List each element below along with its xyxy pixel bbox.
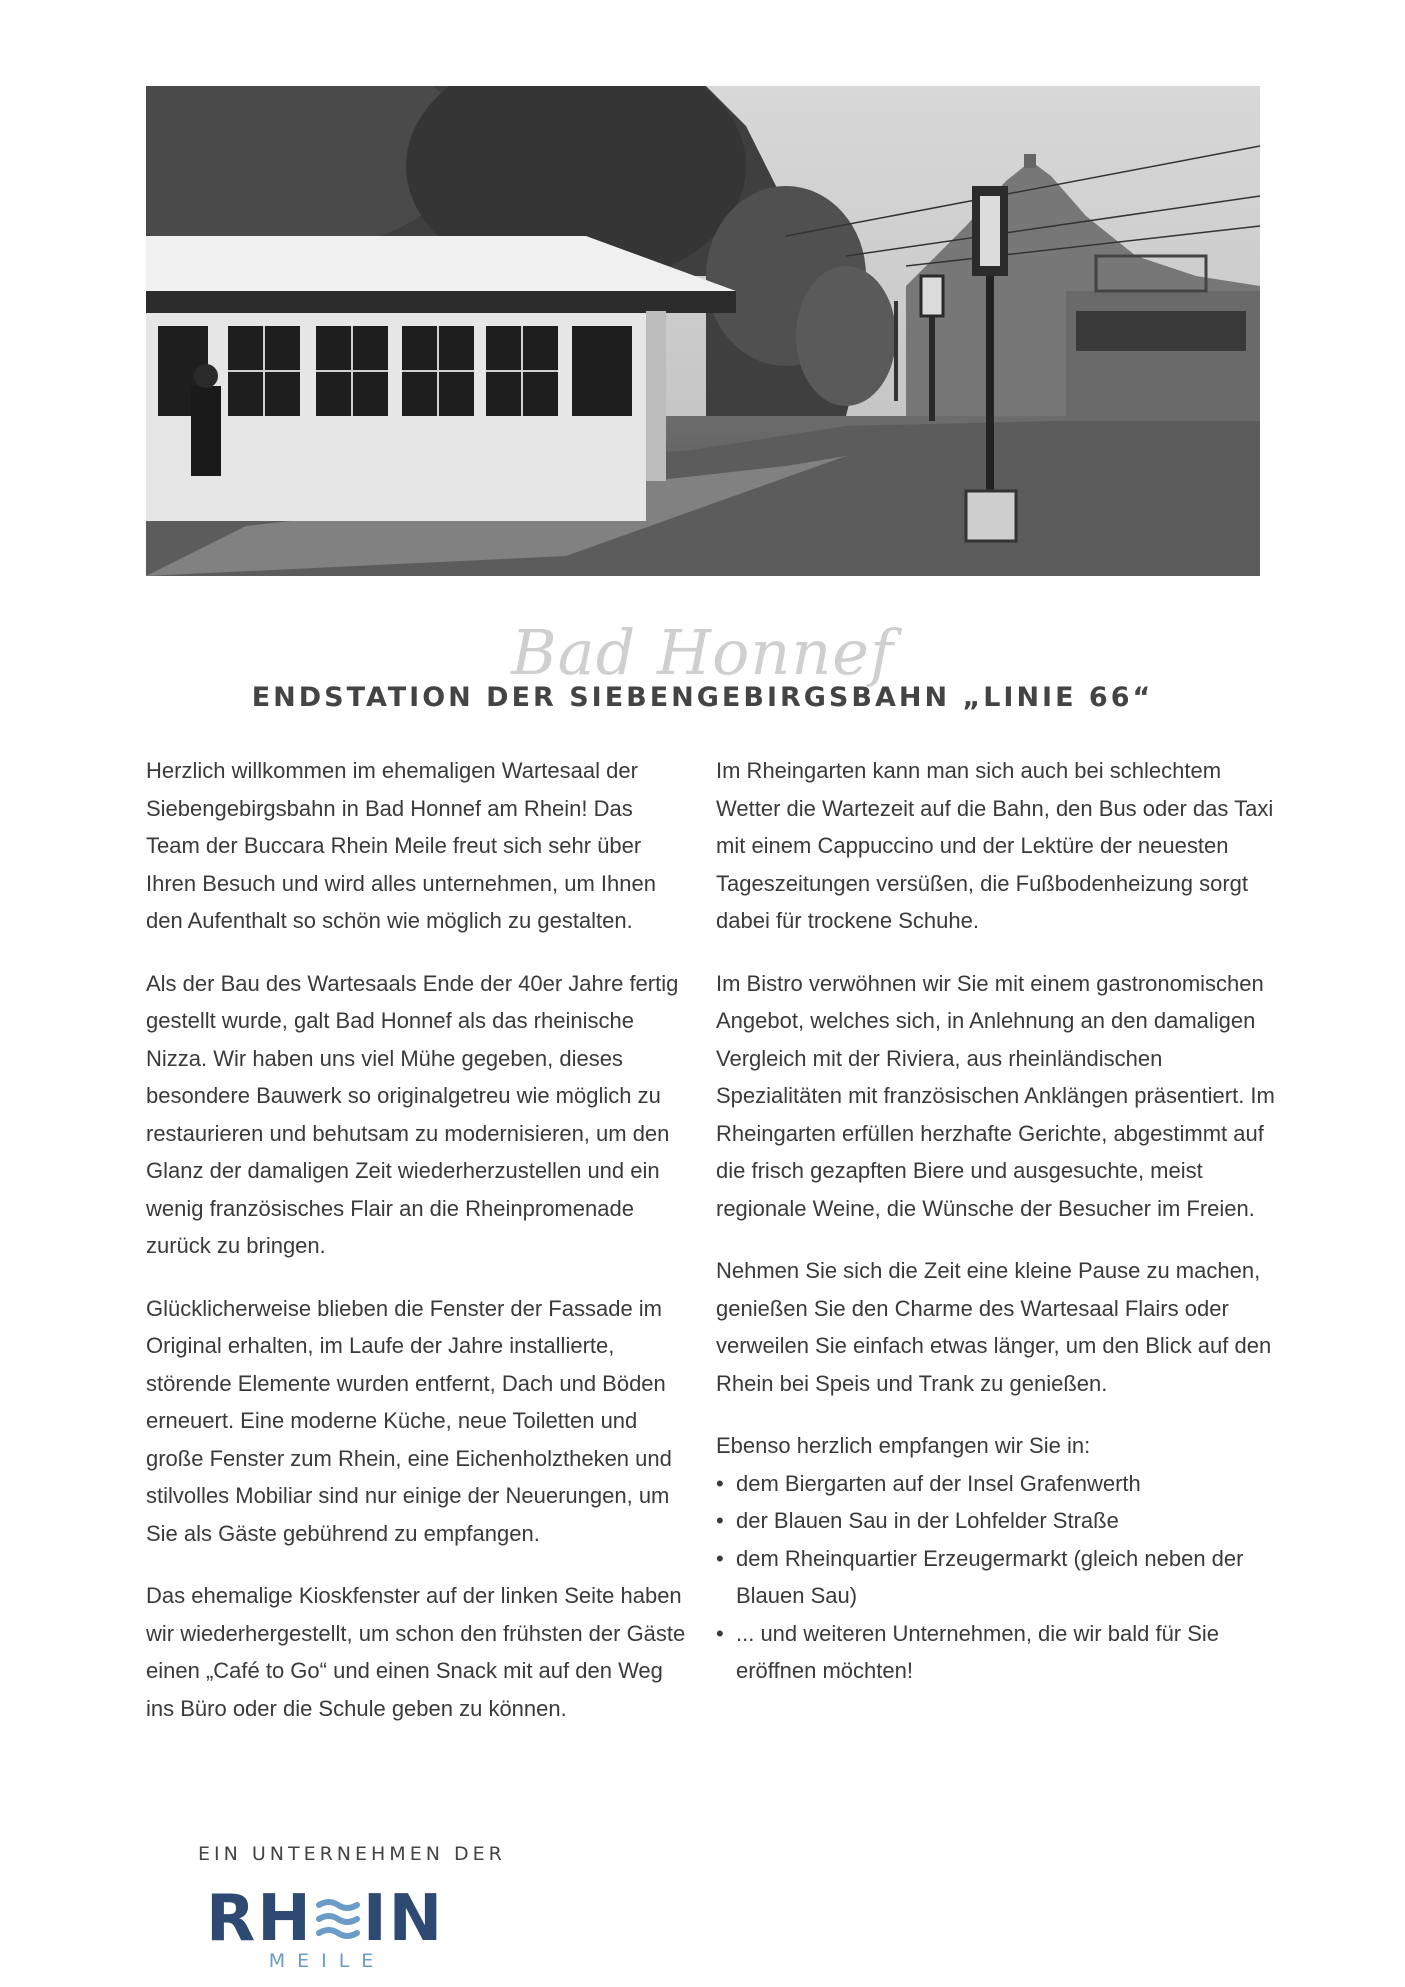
logo-subtitle: MEILE: [268, 1950, 386, 1972]
location-list: [716, 1465, 1276, 1690]
script-title: Bad Honnef: [511, 616, 894, 689]
list-intro: Ebenso herzlich empfangen wir Sie in:: [716, 1433, 1091, 1458]
list-item: • dem Rheinquartier Erzeugermarkt (gleich neben der Blauen Sau): [716, 1540, 1276, 1615]
company-label: EIN UNTERNEHMEN DER: [198, 1843, 506, 1865]
paragraph: Im Bistro verwöhnen wir Sie mit einem gastronomischen Angebot, welches sich, in Anlehnung an den damaligen Vergleich mit der Riviera, aus rheinländischen Spezialitäten mit französischen Anklängen präsentiert. Im Rheingarten erfüllen herzhafte Gerichte, abgestimmt auf die frisch gezapften Biere und ausgesuchte, meist regionale Weine, die Wünsche der Besucher im Freien.: [716, 970, 1275, 1221]
historic-photo: [146, 86, 1260, 576]
paragraph: Im Rheingarten kann man sich auch bei schlechtem Wetter die Wartezeit auf die Bahn, den Bus oder das Taxi mit einem Cappuccino und der Lektüre der neuesten Tageszeitungen versüßen, die Fußbodenheizung sorgt dabei für trockene Schuhe.: [716, 758, 1274, 933]
list-item: • ... und weiteren Unternehmen, die wir bald für Sie eröffnen möchten!: [716, 1615, 1276, 1690]
paragraph: Nehmen Sie sich die Zeit eine kleine Pause zu machen, genießen Sie den Charme des Wartesaal Flairs oder verweilen Sie einfach etwas länger, um den Blick auf den Rhein bei Speis und Trank zu genießen.: [716, 1258, 1272, 1396]
list-item: • dem Biergarten auf der Insel Grafenwerth: [716, 1465, 1276, 1503]
left-column: [146, 752, 686, 1752]
right-column: [716, 752, 1276, 1690]
page-title: ENDSTATION DER SIEBENGEBIRGSBAHN „LINIE 66“: [251, 682, 1154, 713]
wave-e-icon: [315, 1896, 361, 1942]
list-item: • der Blauen Sau in der Lohfelder Straße: [716, 1502, 1276, 1540]
paragraph: Herzlich willkommen im ehemaligen Wartesaal der Siebengebirgsbahn in Bad Honnef am Rhein! Das Team der Buccara Rhein Meile freut sich sehr über Ihren Besuch und wird alles unternehmen, um Ihnen den Aufenthalt so schön wie möglich zu gestalten.: [146, 758, 656, 933]
rhein-meile-logo: [206, 1882, 446, 1972]
railway-waiting-hall-photo-icon: [146, 86, 1260, 576]
logo-text-right: IN: [362, 1882, 445, 1956]
logo-wordmark: [206, 1882, 446, 1956]
paragraph: Glücklicherweise blieben die Fenster der Fassade im Original erhalten, im Laufe der Jahre installierte, störende Elemente wurden entfernt, Dach und Böden erneuert. Eine moderne Küche, neue Toiletten und große Fenster zum Rhein, eine Eichenholztheken und stilvolles Mobiliar sind nur einige der Neuerungen, um Sie als Gäste gebührend zu empfangen.: [146, 1295, 672, 1546]
logo-text-left: RH: [206, 1882, 313, 1956]
paragraph: Als der Bau des Wartesaals Ende der 40er Jahre fertig gestellt wurde, galt Bad Honnef als das rheinische Nizza. Wir haben uns viel Mühe gegeben, dieses besondere Bauwerk so originalgetreu wie möglich zu restaurieren und behutsam zu modernisieren, um den Glanz der damaligen Zeit wiederherzustellen und ein wenig französisches Flair an die Rheinpromenade zurück zu bringen.: [146, 970, 679, 1258]
paragraph: Das ehemalige Kioskfenster auf der linken Seite haben wir wiederhergestellt, um schon den frühsten der Gäste einen „Café to Go“ und einen Snack mit auf den Weg ins Büro oder die Schule geben zu können.: [146, 1583, 686, 1721]
